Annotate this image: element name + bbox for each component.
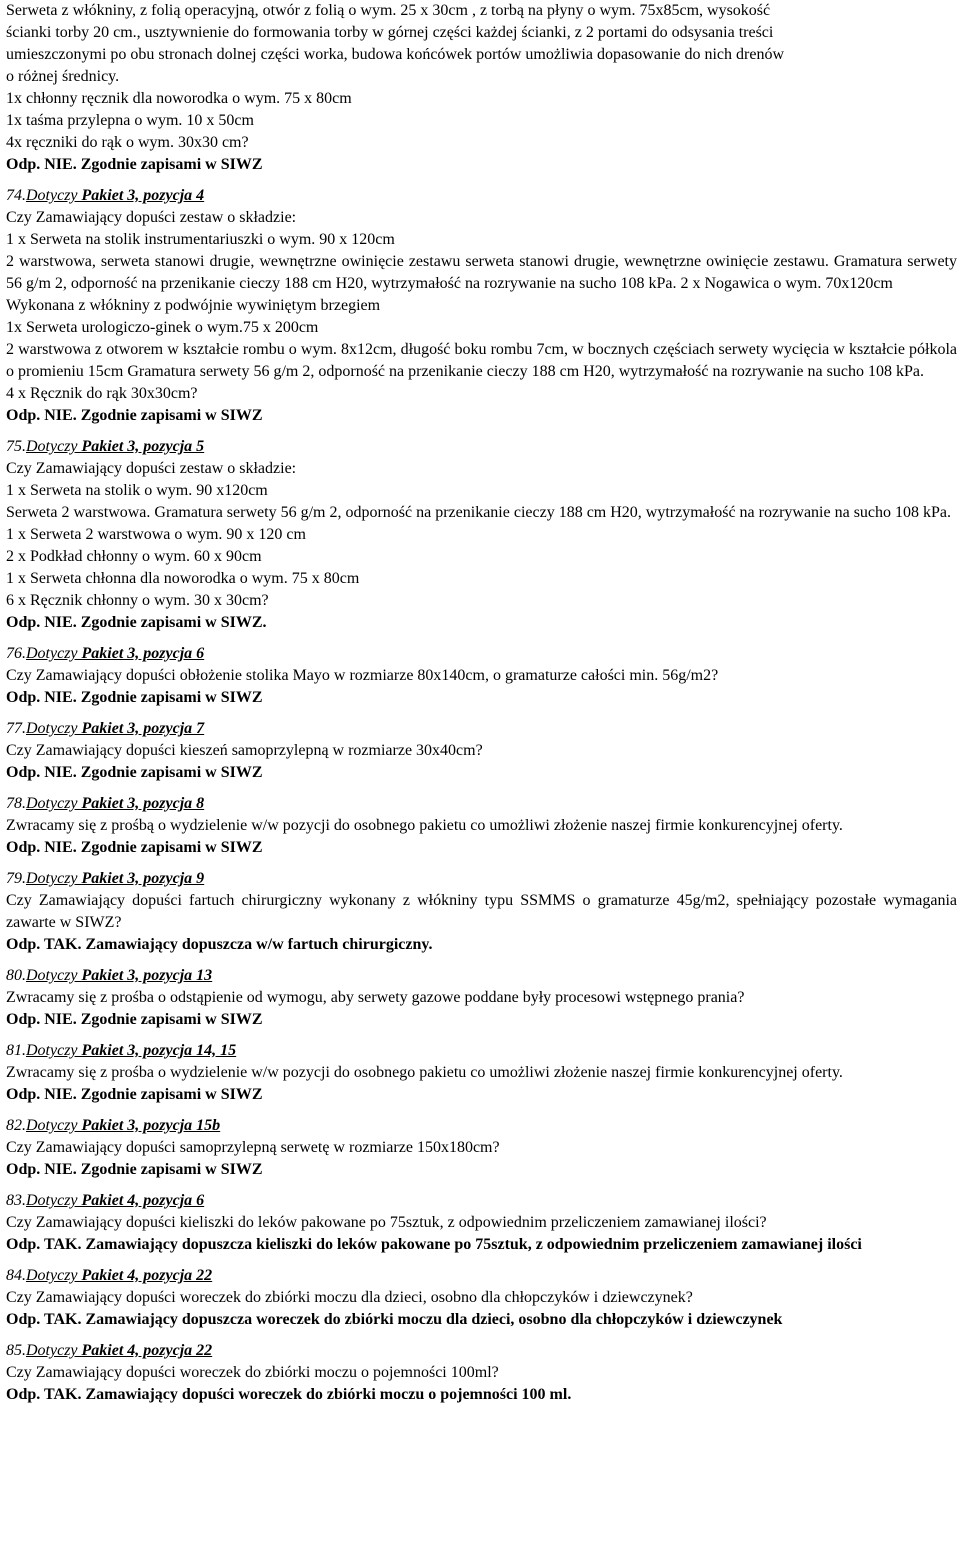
reference-prefix: Dotyczy bbox=[26, 720, 82, 737]
question-block bbox=[6, 185, 957, 427]
reference-prefix: Dotyczy bbox=[26, 1042, 82, 1059]
question-number: 84. bbox=[6, 1267, 26, 1284]
question-text: 2 warstwowa z otworem w kształcie rombu o wym. 8x12cm, długość boku rombu 7cm, w bocznych częściach serwety wycięcia w kształcie półkola o promieniu 15cm Gramatura serwety 56 g/m 2, odporność na przenikanie cieczy 188 cm H20, wytrzymałość na rozrywanie na sucho 108 kPa. bbox=[6, 341, 957, 380]
reference-prefix: Dotyczy bbox=[26, 187, 82, 204]
intro-line: o różnej średnicy. bbox=[6, 68, 120, 85]
question-text: Czy Zamawiający dopuści obłożenie stolika Mayo w rozmiarze 80x140cm, o gramaturze całości min. 56g/m2? bbox=[6, 667, 719, 684]
reference-package: Pakiet 4, pozycja 22 bbox=[81, 1342, 213, 1359]
intro-line: ścianki torby 20 cm., usztywnienie do formowania torby w górnej części każdej ścianki, z 2 portami do odsysania treści bbox=[6, 24, 774, 41]
reference-prefix: Dotyczy bbox=[26, 1117, 82, 1134]
section-gap bbox=[6, 176, 957, 185]
question-text: Zwracamy się z prośba o wydzielenie w/w pozycji do osobnego pakietu co umożliwi złożenie naszej firmie konkurencyjnej oferty. bbox=[6, 1064, 843, 1081]
question-list bbox=[6, 176, 957, 1406]
question-block bbox=[6, 643, 957, 709]
question-text: Serweta 2 warstwowa. Gramatura serwety 56 g/m 2, odporność na przenikanie cieczy 188 cm H20, wytrzymałość na rozrywanie na sucho 108 kPa. bbox=[6, 504, 952, 521]
reference-package: Pakiet 4, pozycja 6 bbox=[81, 1192, 205, 1209]
question-heading bbox=[6, 185, 957, 207]
answer-text: Odp. TAK. Zamawiający dopuszcza woreczek do zbiórki moczu dla dzieci, osobno dla chłopczyków i dziewczynek bbox=[6, 1311, 783, 1328]
question-text: 1 x Serweta chłonna dla noworodka o wym. 75 x 80cm bbox=[6, 570, 360, 587]
question-heading bbox=[6, 718, 957, 740]
answer-text: Odp. NIE. Zgodnie zapisami w SIWZ bbox=[6, 1086, 263, 1103]
question-number: 81. bbox=[6, 1042, 26, 1059]
section-gap bbox=[6, 784, 957, 793]
reference-package: Pakiet 3, pozycja 9 bbox=[81, 870, 205, 887]
question-reference bbox=[26, 438, 204, 455]
question-reference bbox=[26, 1192, 204, 1209]
reference-prefix: Dotyczy bbox=[26, 438, 82, 455]
question-text: Czy Zamawiający dopuści kieszeń samoprzylepną w rozmiarze 30x40cm? bbox=[6, 742, 483, 759]
question-heading bbox=[6, 1340, 957, 1362]
question-block bbox=[6, 868, 957, 956]
question-text: 1 x Serweta na stolik o wym. 90 x120cm bbox=[6, 482, 268, 499]
question-heading bbox=[6, 1115, 957, 1137]
answer-text: Odp. TAK. Zamawiający dopuszcza kieliszki do leków pakowane po 75sztuk, z odpowiednim przeliczeniem zamawianej ilości bbox=[6, 1236, 862, 1253]
reference-prefix: Dotyczy bbox=[26, 645, 82, 662]
question-block bbox=[6, 436, 957, 634]
section-gap bbox=[6, 1331, 957, 1340]
section-gap bbox=[6, 1031, 957, 1040]
question-reference bbox=[26, 795, 204, 812]
answer-text: Odp. TAK. Zamawiający dopuści woreczek do zbiórki moczu o pojemności 100 ml. bbox=[6, 1386, 572, 1403]
question-number: 79. bbox=[6, 870, 26, 887]
question-reference bbox=[26, 870, 204, 887]
question-block bbox=[6, 1115, 957, 1181]
intro-answer: Odp. NIE. Zgodnie zapisami w SIWZ bbox=[6, 156, 263, 173]
question-reference bbox=[26, 1267, 212, 1284]
question-text: 6 x Ręcznik chłonny o wym. 30 x 30cm? bbox=[6, 592, 269, 609]
question-reference bbox=[26, 1042, 236, 1059]
section-gap bbox=[6, 709, 957, 718]
question-number: 85. bbox=[6, 1342, 26, 1359]
question-heading bbox=[6, 868, 957, 890]
question-text: Czy Zamawiający dopuści woreczek do zbiórki moczu dla dzieci, osobno dla chłopczyków i dziewczynek? bbox=[6, 1289, 693, 1306]
question-reference bbox=[26, 187, 204, 204]
question-text: Czy Zamawiający dopuści woreczek do zbiórki moczu o pojemności 100ml? bbox=[6, 1364, 499, 1381]
reference-package: Pakiet 3, pozycja 7 bbox=[81, 720, 205, 737]
question-text: 2 warstwowa, serweta stanowi drugie, wewnętrzne owinięcie zestawu serweta stanowi drugie, wewnętrzne owinięcie zestawu. Gramatura serwety 56 g/m 2, odporność na przenikanie cieczy 188 cm H20, wytrzymałość na rozrywanie na sucho 108 kPa. 2 x Nogawica o wym. 70x120cm bbox=[6, 253, 957, 292]
reference-prefix: Dotyczy bbox=[26, 1267, 82, 1284]
question-reference bbox=[26, 967, 212, 984]
question-text: 1x Serweta urologiczo-ginek o wym.75 x 200cm bbox=[6, 319, 319, 336]
reference-package: Pakiet 3, pozycja 13 bbox=[81, 967, 213, 984]
section-gap bbox=[6, 956, 957, 965]
reference-package: Pakiet 3, pozycja 14, 15 bbox=[81, 1042, 237, 1059]
question-heading bbox=[6, 643, 957, 665]
question-heading bbox=[6, 436, 957, 458]
question-block bbox=[6, 965, 957, 1031]
intro-line: 4x ręczniki do rąk o wym. 30x30 cm? bbox=[6, 134, 249, 151]
reference-prefix: Dotyczy bbox=[26, 870, 82, 887]
question-number: 76. bbox=[6, 645, 26, 662]
section-gap bbox=[6, 859, 957, 868]
intro-line: umieszczonymi po obu stronach dolnej części worka, budowa końcówek portów umożliwia dopasowanie do nich drenów bbox=[6, 46, 785, 63]
question-text: Czy Zamawiający dopuści zestaw o składzie: bbox=[6, 209, 297, 226]
question-number: 83. bbox=[6, 1192, 26, 1209]
question-text: 2 x Podkład chłonny o wym. 60 x 90cm bbox=[6, 548, 262, 565]
intro-line: 1x chłonny ręcznik dla noworodka o wym. 75 x 80cm bbox=[6, 90, 352, 107]
reference-package: Pakiet 4, pozycja 22 bbox=[81, 1267, 213, 1284]
question-reference bbox=[26, 1342, 212, 1359]
question-text: Czy Zamawiający dopuści zestaw o składzie: bbox=[6, 460, 297, 477]
question-text: Wykonana z włókniny z podwójnie wywiniętym brzegiem bbox=[6, 297, 381, 314]
question-reference bbox=[26, 720, 204, 737]
reference-prefix: Dotyczy bbox=[26, 795, 82, 812]
question-heading bbox=[6, 965, 957, 987]
question-number: 75. bbox=[6, 438, 26, 455]
section-gap bbox=[6, 634, 957, 643]
reference-package: Pakiet 3, pozycja 8 bbox=[81, 795, 205, 812]
reference-prefix: Dotyczy bbox=[26, 1192, 82, 1209]
question-number: 80. bbox=[6, 967, 26, 984]
question-heading bbox=[6, 793, 957, 815]
question-text: Czy Zamawiający dopuści fartuch chirurgiczny wykonany z włókniny typu SSMMS o gramaturze 45g/m2, spełniający pozostałe wymagania zawarte w SIWZ? bbox=[6, 892, 957, 931]
question-heading bbox=[6, 1040, 957, 1062]
intro-block bbox=[6, 0, 957, 176]
question-text: Zwracamy się z prośbą o wydzielenie w/w pozycji do osobnego pakietu co umożliwi złożenie naszej firmie konkurencyjnej oferty. bbox=[6, 817, 843, 834]
question-text: Czy Zamawiający dopuści kieliszki do leków pakowane po 75sztuk, z odpowiednim przeliczeniem zamawianej ilości? bbox=[6, 1214, 767, 1231]
section-gap bbox=[6, 1256, 957, 1265]
answer-text: Odp. NIE. Zgodnie zapisami w SIWZ bbox=[6, 1161, 263, 1178]
question-text: Zwracamy się z prośba o odstąpienie od wymogu, aby serwety gazowe poddane były procesowi wstępnego prania? bbox=[6, 989, 745, 1006]
question-text: 1 x Serweta 2 warstwowa o wym. 90 x 120 cm bbox=[6, 526, 306, 543]
section-gap bbox=[6, 1181, 957, 1190]
answer-text: Odp. NIE. Zgodnie zapisami w SIWZ bbox=[6, 689, 263, 706]
question-reference bbox=[26, 1117, 220, 1134]
document-page bbox=[6, 0, 957, 1406]
question-block bbox=[6, 1040, 957, 1106]
question-number: 74. bbox=[6, 187, 26, 204]
question-number: 78. bbox=[6, 795, 26, 812]
reference-package: Pakiet 3, pozycja 15b bbox=[81, 1117, 221, 1134]
answer-text: Odp. NIE. Zgodnie zapisami w SIWZ bbox=[6, 1011, 263, 1028]
reference-package: Pakiet 3, pozycja 6 bbox=[81, 645, 205, 662]
reference-package: Pakiet 3, pozycja 5 bbox=[81, 438, 205, 455]
answer-text: Odp. NIE. Zgodnie zapisami w SIWZ bbox=[6, 839, 263, 856]
intro-line: Serweta z włókniny, z folią operacyjną, otwór z folią o wym. 25 x 30cm , z torbą na płyny o wym. 75x85cm, wysokość bbox=[6, 2, 771, 19]
question-block bbox=[6, 1265, 957, 1331]
question-heading bbox=[6, 1190, 957, 1212]
answer-text: Odp. TAK. Zamawiający dopuszcza w/w fartuch chirurgiczny. bbox=[6, 936, 433, 953]
question-block bbox=[6, 718, 957, 784]
intro-line: 1x taśma przylepna o wym. 10 x 50cm bbox=[6, 112, 254, 129]
question-reference bbox=[26, 645, 204, 662]
section-gap bbox=[6, 1106, 957, 1115]
question-text: 1 x Serweta na stolik instrumentariuszki o wym. 90 x 120cm bbox=[6, 231, 395, 248]
question-text: 4 x Ręcznik do rąk 30x30cm? bbox=[6, 385, 198, 402]
question-number: 77. bbox=[6, 720, 26, 737]
reference-package: Pakiet 3, pozycja 4 bbox=[81, 187, 205, 204]
reference-prefix: Dotyczy bbox=[26, 1342, 82, 1359]
question-block bbox=[6, 1340, 957, 1406]
question-block bbox=[6, 793, 957, 859]
reference-prefix: Dotyczy bbox=[26, 967, 82, 984]
answer-text: Odp. NIE. Zgodnie zapisami w SIWZ. bbox=[6, 614, 267, 631]
answer-text: Odp. NIE. Zgodnie zapisami w SIWZ bbox=[6, 407, 263, 424]
question-heading bbox=[6, 1265, 957, 1287]
question-number: 82. bbox=[6, 1117, 26, 1134]
answer-text: Odp. NIE. Zgodnie zapisami w SIWZ bbox=[6, 764, 263, 781]
section-gap bbox=[6, 427, 957, 436]
question-text: Czy Zamawiający dopuści samoprzylepną serwetę w rozmiarze 150x180cm? bbox=[6, 1139, 500, 1156]
question-block bbox=[6, 1190, 957, 1256]
